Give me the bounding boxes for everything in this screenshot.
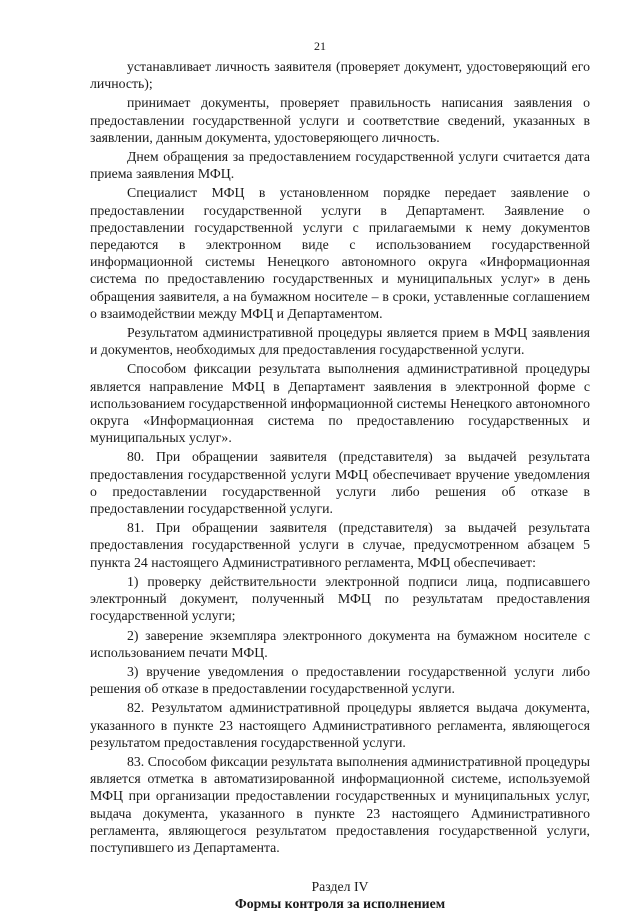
paragraph: 1) проверку действительности электронной подписи лица, подписавшего электронный документ, полученный МФЦ по результатам предоставления государственной услуги;	[90, 573, 590, 624]
paragraph: 82. Результатом административной процедуры является выдача документа, указанного в пункте 23 настоящего Административного регламента, являющегося результатом предоставления государственной услуги.	[90, 700, 590, 750]
page-number: 21	[314, 39, 326, 53]
paragraph: устанавливает личность заявителя (проверяет документ, удостоверяющий его личность);	[90, 59, 590, 92]
paragraph: Специалист МФЦ в установленном порядке передает заявление о предоставлении государственной услуги в Департамент. Заявление о предоставлении государственной услуги с прилагаемыми к нему документов передаются в электронном виде с использованием государственной информационной системы Ненецкого автономного округа «Информационная система по предоставлению государственных и муниципальных услуг» в день обращения заявителя, а на бумажном носителе – в сроки, уставленные соглашением о взаимодействии между МФЦ и Департаментом.	[90, 185, 590, 321]
paragraph: 83. Способом фиксации результата выполнения административной процедуры является отметка в автоматизированной информационной системе, используемой МФЦ при организации предоставлении государственных и муниципальных услуг, выдача документа, указанного в пункте 23 настоящего Административного регламента, являющегося результатом предоставления государственной услуги, поступившего из Департамента.	[90, 753, 590, 855]
section-number: Раздел IV	[311, 879, 369, 895]
paragraph: 3) вручение уведомления о предоставлении государственной услуги либо решения об отказе в предоставлении государственной услуги.	[90, 663, 590, 697]
paragraph: 81. При обращении заявителя (представителя) за выдачей результата предоставления государственной услуги в случае, предусмотренном абзацем 5 пункта 24 настоящего Административного регламента, МФЦ обеспечивает:	[90, 520, 590, 570]
paragraph: Результатом административной процедуры является прием в МФЦ заявления и документов, необходимых для предоставления государственной услуги.	[90, 325, 590, 358]
paragraph: 2) заверение экземпляра электронного документа на бумажном носителе с использованием печати МФЦ.	[90, 627, 590, 660]
paragraph: Способом фиксации результата выполнения административной процедуры является направление МФЦ в Департамент заявления в электронной форме с использованием государственной информационной системы Ненецкого автономного округа «Информационная система по предоставлению государственных и муниципальных услуг».	[90, 361, 590, 446]
paragraph: принимает документы, проверяет правильность написания заявления о предоставлении государственной услуги и соответствие сведений, указанных в заявлении, данным документа, удостоверяющего личность.	[90, 95, 590, 145]
paragraph: Днем обращения за предоставлением государственной услуги считается дата приема заявления МФЦ.	[90, 149, 590, 182]
paragraph: 80. При обращении заявителя (представителя) за выдачей результата предоставления государственной услуги МФЦ обеспечивает вручение уведомления о предоставлении государственной услуги либо решения об отказе в предоставлении государственной услуги.	[90, 449, 590, 517]
section-heading: Формы контроля за исполнением	[234, 896, 446, 912]
document-body	[90, 58, 590, 913]
